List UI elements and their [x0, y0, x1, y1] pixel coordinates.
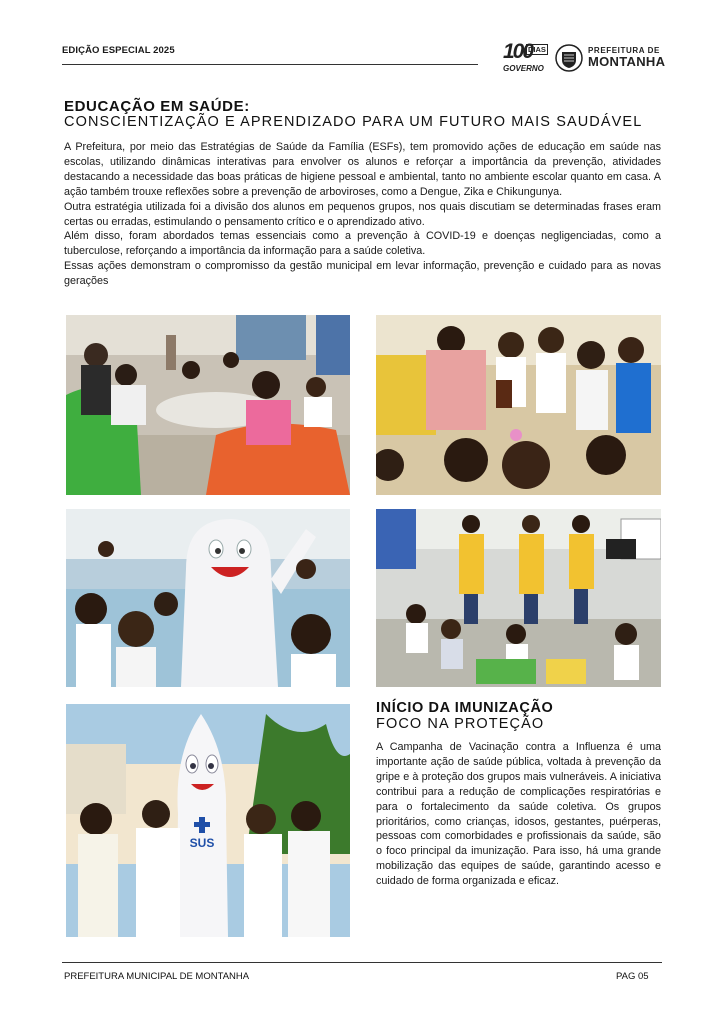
header-divider	[62, 64, 478, 65]
immunization-title: INÍCIO DA IMUNIZAÇÃO	[376, 700, 554, 716]
mascot-sus-text: SUS	[189, 836, 215, 850]
photo-health-worker-children	[376, 315, 661, 495]
prefeitura-logo	[588, 46, 665, 69]
page-number: PAG 05	[616, 971, 649, 982]
prefeitura-logo-line1: PREFEITURA DE	[588, 46, 660, 55]
100-dias-logo	[503, 42, 547, 74]
body-paragraph: A Prefeitura, por meio das Estratégias de Saúde da Família (ESFs), tem promovido ações de educação em saúde nas escolas, utilizando dinâmicas interativas para envolver os alunos e reforçar a importância da prevenção, atividades destacando a necessidade das boas práticas de higiene pessoal e ambiental, tanto no ambiente escolar quanto em casa. A ação também trouxe reflexões sobre a prevenção de arboviroses, como a Dengue, Zika e Chikungunya.	[64, 141, 661, 198]
section-body	[64, 140, 661, 289]
section-subtitle: CONSCIENTIZAÇÃO E APRENDIZADO PARA UM FUTURO MAIS SAUDÁVEL	[64, 114, 643, 130]
immunization-subtitle: FOCO NA PROTEÇÃO	[376, 716, 545, 732]
logo-dias-text: DIAS	[528, 45, 546, 54]
section-title: EDUCAÇÃO EM SAÚDE:	[64, 98, 250, 115]
prefeitura-logo-line2: MONTANHA	[588, 54, 666, 69]
photo-classroom-children	[66, 315, 350, 495]
photo-mascot-children	[66, 509, 350, 687]
footer-publisher: PREFEITURA MUNICIPAL DE MONTANHA	[64, 971, 250, 982]
logo-100-number: 100	[503, 40, 533, 63]
photo-presentation-class	[376, 509, 661, 687]
footer-divider	[62, 962, 662, 963]
body-paragraph: Essas ações demonstram o compromisso da gestão municipal em levar informação, prevenção e cuidado para as novas gerações	[64, 260, 661, 288]
logo-governo-text: GOVERNO	[503, 64, 544, 73]
edition-label: EDIÇÃO ESPECIAL 2025	[62, 45, 175, 56]
body-paragraph: Além disso, foram abordados temas essenciais como a prevenção à COVID-19 e doenças negligenciadas, como a tuberculose, reforçando a importância da informação para a saúde coletiva.	[64, 230, 661, 258]
body-paragraph: Outra estratégia utilizada foi a divisão dos alunos em pequenos grupos, nos quais discutiam se determinadas frases eram certas ou erradas, estimulando o pensamento crítico e o aprendizado ativo.	[64, 200, 661, 228]
city-crest-icon	[555, 43, 583, 73]
photo-vaccination-team-mascot	[66, 704, 350, 937]
immunization-body: A Campanha de Vacinação contra a Influenza é uma importante ação de saúde pública, voltada à prevenção da gripe e à proteção dos grupos mais vulneráveis. A iniciativa contribui para a redução de complicações respiratórias e para o fortalecimento da saúde coletiva. Os grupos prioritários, como crianças, idosos, gestantes, puérperas, pessoas com comorbidades e profissionais da saúde, são o foco principal da imunização. Para isso, há uma grande mobilização das equipes de saúde, garantindo acesso e cuidado de forma organizada e eficaz.	[376, 741, 661, 888]
